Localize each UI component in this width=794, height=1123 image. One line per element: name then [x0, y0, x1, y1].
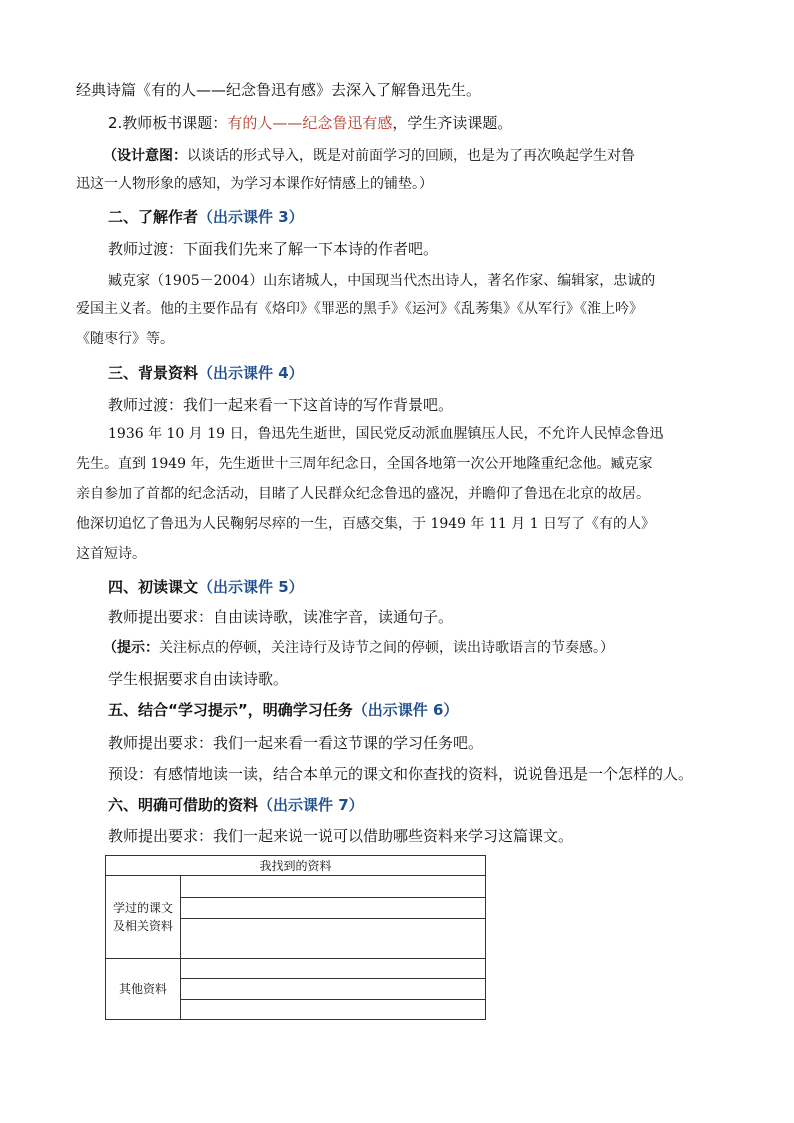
text-line: 预设：有感情地读一读，结合本单元的课文和你查找的资料，说说鲁迅是一个怎样的人。	[108, 765, 694, 783]
text-line: 《随枣行》等。	[76, 331, 174, 347]
design-intent-line: 迅这一人物形象的感知，为学习本课作好情感上的铺垫。）	[76, 176, 433, 192]
text-line: 学生根据要求自由读诗歌。	[108, 670, 289, 688]
text-line: 教师过渡：我们一起来看一下这首诗的写作背景吧。	[108, 396, 454, 414]
text-line: 亲自参加了首都的纪念活动，目睹了人民群众纪念鲁迅的盛况，并瞻仰了鲁迅在北京的故居。	[76, 486, 650, 502]
table-header: 我找到的资料	[106, 856, 486, 876]
courseware-tag: （出示课件 7）	[258, 796, 364, 814]
design-intent-text: 以谈话的形式导入，既是对前面学习的回顾，也是为了再次唤起学生对鲁	[187, 148, 635, 164]
section-title: 二、了解作者	[108, 208, 199, 226]
courseware-tag: （出示课件 5）	[198, 578, 304, 596]
text-line	[108, 113, 512, 133]
section-heading	[108, 577, 304, 597]
text-line: 臧克家（1905－2004）山东诸城人，中国现当代杰出诗人，著名作家、编辑家，忠诚的	[108, 273, 656, 289]
tip-text: 关注标点的停顿，关注诗行及诗节之间的停顿，读出诗歌语言的节奏感。）	[159, 640, 614, 656]
section-heading	[108, 700, 458, 720]
text-line: 这首短诗。	[76, 546, 146, 562]
courseware-tag: （出示课件 4）	[198, 364, 304, 382]
table-cell	[181, 979, 486, 1000]
text-line: 教师过渡：下面我们先来了解一下本诗的作者吧。	[108, 240, 439, 258]
section-heading	[108, 363, 304, 383]
courseware-tag: （出示课件 3）	[198, 208, 304, 226]
table-cell	[181, 919, 486, 959]
table-cell	[181, 898, 486, 919]
section-heading	[108, 795, 364, 815]
section-title: 五、结合“学习提示”，明确学习任务	[108, 701, 353, 719]
section-title: 四、初读课文	[108, 578, 199, 596]
tip-line	[103, 638, 614, 658]
section-heading	[108, 207, 304, 227]
text-line: 经典诗篇《有的人——纪念鲁迅有感》去深入了解鲁迅先生。	[76, 81, 482, 99]
table-cell	[181, 959, 486, 979]
section-title: 三、背景资料	[108, 364, 199, 382]
courseware-tag: （出示课件 6）	[352, 701, 459, 719]
text-line: 1936 年 10 月 19 日，鲁迅先生逝世，国民党反动派血腥镇压人民，不允许人民悼念鲁迅	[108, 426, 664, 442]
table-cell	[181, 1000, 486, 1020]
text-line: 爱国主义者。他的主要作品有《烙印》《罪恶的黑手》《运河》《乱莠集》《从军行》《淮上吟》	[76, 301, 643, 317]
label-line: 及相关资料	[112, 919, 173, 933]
text-line: 教师提出要求：我们一起来说一说可以借助哪些资料来学习这篇课文。	[108, 827, 574, 845]
text-line: 教师提出要求：我们一起来看一看这节课的学习任务吧。	[108, 734, 484, 752]
lesson-title-highlight: 有的人——纪念鲁迅有感	[227, 114, 393, 132]
section-title: 六、明确可借助的资料	[108, 796, 259, 814]
resources-table	[105, 855, 486, 1020]
text-line: 他深切追忆了鲁迅为人民鞠躬尽瘁的一生，百感交集，于 1949 年 11 月 1 日写了《有的人》	[76, 516, 656, 532]
table-row-label	[106, 876, 181, 959]
table-cell	[181, 876, 486, 898]
table-row-label: 其他资料	[106, 959, 181, 1020]
tip-label: （提示：	[103, 640, 159, 656]
design-intent-line	[103, 146, 635, 166]
label-line: 学过的课文	[112, 901, 173, 915]
text-segment: 2.教师板书课题：	[108, 114, 228, 132]
text-line: 教师提出要求：自由读诗歌，读准字音，读通句子。	[108, 608, 454, 626]
design-intent-label: （设计意图：	[103, 148, 187, 164]
text-segment: ，学生齐读课题。	[392, 114, 513, 132]
text-line: 先生。直到 1949 年，先生逝世十三周年纪念日，全国各地第一次公开地隆重纪念他。臧克家	[76, 456, 653, 472]
